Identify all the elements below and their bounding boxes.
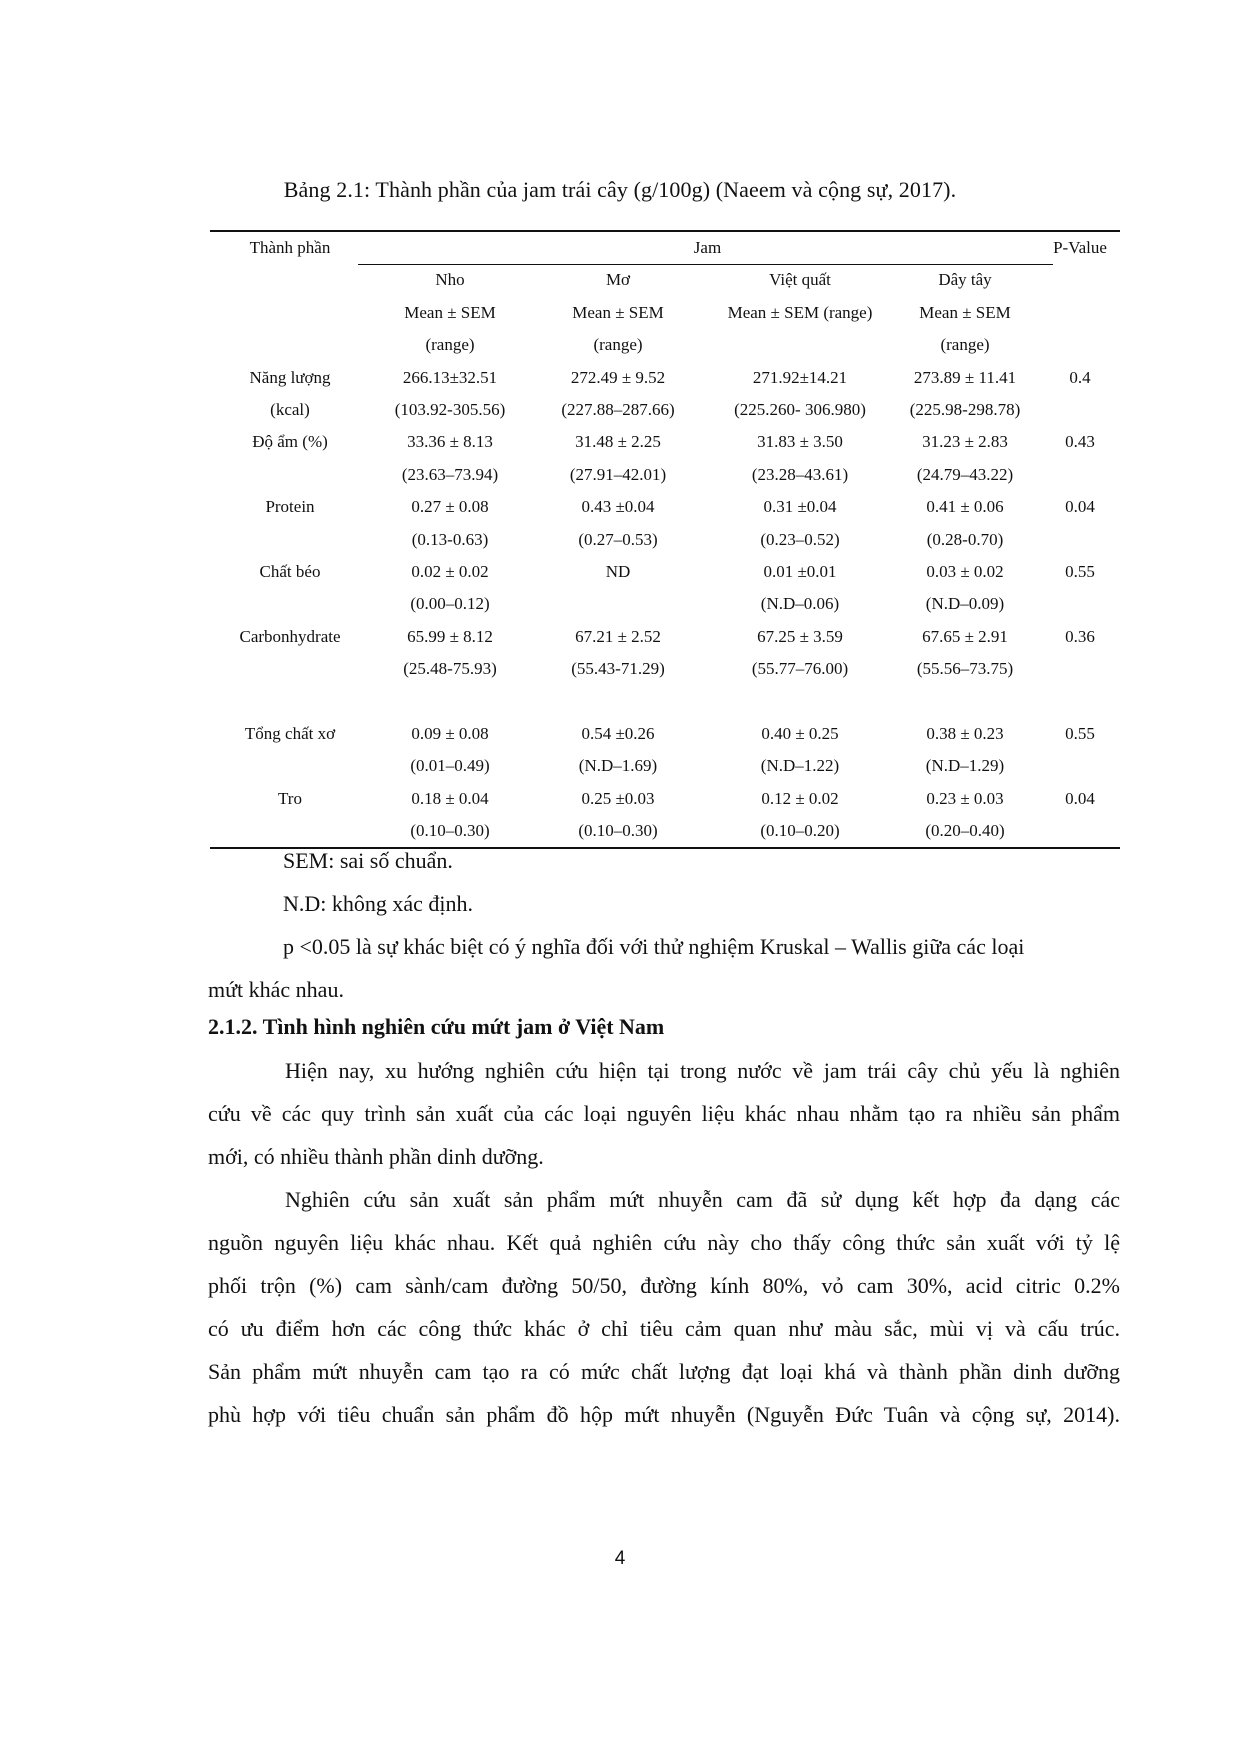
para1-line: mới, có nhiều thành phần dinh dưỡng. bbox=[208, 1144, 544, 1169]
table-cell: (24.79–43.22) bbox=[916, 464, 1014, 484]
para2-line: Sản phẩm mứt nhuyễn cam tạo ra có mức chất lượng đạt loại khá và thành phần dinh dưỡng bbox=[208, 1359, 1120, 1384]
para2-line: phối trộn (%) cam sành/cam đường 50/50, đường kính 80%, vỏ cam 30%, acid citric 0.2% bbox=[208, 1273, 1120, 1298]
table-cell: (227.88–287.66) bbox=[561, 399, 675, 419]
table-row bbox=[210, 621, 1120, 653]
table-cell: Mean ± SEM (range) bbox=[727, 302, 873, 322]
table-cell: (0.10–0.30) bbox=[578, 821, 658, 841]
table-cell: 0.18 ± 0.04 bbox=[411, 788, 489, 808]
table-cell: Mean ± SEM bbox=[572, 302, 664, 322]
table-cell: Carbonhydrate bbox=[239, 626, 341, 646]
table-cell: Tro bbox=[278, 788, 302, 808]
para2-line: có ưu điểm hơn các công thức khác ở chỉ tiêu cảm quan như màu sắc, mùi vị và cấu trúc. bbox=[208, 1316, 1120, 1341]
table-cell: (N.D–1.22) bbox=[760, 756, 840, 776]
table-row bbox=[210, 524, 1120, 556]
header-jam: Jam bbox=[693, 238, 722, 257]
header-pvalue: P-Value bbox=[1053, 238, 1107, 257]
table-cell: 273.89 ± 11.41 bbox=[913, 367, 1017, 387]
table-header-row bbox=[210, 232, 1120, 264]
table-row bbox=[210, 394, 1120, 426]
table-cell: 0.43 bbox=[1065, 432, 1095, 452]
table-body bbox=[210, 232, 1120, 847]
table-subheader-row bbox=[210, 297, 1120, 329]
table-cell: (0.13-0.63) bbox=[411, 529, 489, 549]
table-cell: 0.04 bbox=[1065, 497, 1095, 517]
table-cell: 33.36 ± 8.13 bbox=[407, 432, 493, 452]
table-cell: (N.D–0.06) bbox=[760, 594, 840, 614]
table-cell: 0.38 ± 0.23 bbox=[926, 723, 1004, 743]
table-cell: 0.03 ± 0.02 bbox=[926, 561, 1004, 581]
table-row bbox=[210, 556, 1120, 588]
table-cell: 31.23 ± 2.83 bbox=[922, 432, 1008, 452]
table-cell: Nho bbox=[435, 270, 465, 290]
table-cell: 0.02 ± 0.02 bbox=[411, 561, 489, 581]
table-cell: 0.41 ± 0.06 bbox=[926, 497, 1004, 517]
table-cell: 0.43 ±0.04 bbox=[581, 497, 655, 517]
table-cell: 0.12 ± 0.02 bbox=[761, 788, 839, 808]
table-caption: Bảng 2.1: Thành phần của jam trái cây (g/100g) (Naeem và cộng sự, 2017). bbox=[283, 177, 957, 202]
table-cell: 67.25 ± 3.59 bbox=[757, 626, 843, 646]
para1-line: cứu về các quy trình sản xuất của các loại nguyên liệu khác nhau nhằm tạo ra nhiều sản phẩm bbox=[208, 1101, 1120, 1126]
table-cell: Tổng chất xơ bbox=[244, 723, 336, 743]
table-cell: (225.98-298.78) bbox=[909, 399, 1021, 419]
para2-line: nguồn nguyên liệu khác nhau. Kết quả nghiên cứu này cho thấy công thức sản xuất với tỷ lệ bbox=[208, 1230, 1120, 1255]
table-cell: Độ ẩm (%) bbox=[252, 432, 328, 452]
table-cell: 0.04 bbox=[1065, 788, 1095, 808]
table-cell: (55.43-71.29) bbox=[571, 659, 665, 679]
para2-line: phù hợp với tiêu chuẩn sản phẩm đồ hộp mứt nhuyễn (Nguyễn Đức Tuân và cộng sự, 2014). bbox=[208, 1402, 1120, 1427]
table-cell: 31.48 ± 2.25 bbox=[575, 432, 661, 452]
table-cell: (103.92-305.56) bbox=[394, 399, 506, 419]
table-cell: (27.91–42.01) bbox=[569, 464, 667, 484]
table-cell: (55.77–76.00) bbox=[751, 659, 849, 679]
table-row bbox=[210, 653, 1120, 685]
para1-line: Hiện nay, xu hướng nghiên cứu hiện tại trong nước về jam trái cây chủ yếu là nghiên bbox=[285, 1058, 1120, 1083]
table-cell: (range) bbox=[425, 335, 475, 355]
table-cell: Việt quất bbox=[769, 270, 831, 290]
table-cell: 67.65 ± 2.91 bbox=[922, 626, 1008, 646]
table-cell: (55.56–73.75) bbox=[916, 659, 1014, 679]
table-row bbox=[210, 588, 1120, 620]
table-cell: 0.36 bbox=[1065, 626, 1095, 646]
table-row bbox=[210, 685, 1120, 717]
table-cell: (0.10–0.30) bbox=[410, 821, 490, 841]
table-cell: (25.48-75.93) bbox=[403, 659, 497, 679]
table-cell: (range) bbox=[593, 335, 643, 355]
table-cell: 272.49 ± 9.52 bbox=[570, 367, 666, 387]
table-cell: 0.23 ± 0.03 bbox=[926, 788, 1004, 808]
composition-table bbox=[210, 230, 1120, 849]
table-subheader-row bbox=[210, 329, 1120, 361]
table-cell: Mean ± SEM bbox=[404, 302, 496, 322]
table-cell: Dây tây bbox=[938, 270, 992, 290]
table-row bbox=[210, 718, 1120, 750]
note-nd: N.D: không xác định. bbox=[283, 891, 474, 916]
table-cell: (N.D–0.09) bbox=[925, 594, 1005, 614]
table-cell: 67.21 ± 2.52 bbox=[575, 626, 661, 646]
table-cell: 0.4 bbox=[1069, 367, 1091, 387]
section-heading: 2.1.2. Tình hình nghiên cứu mứt jam ở Việt Nam bbox=[208, 1014, 665, 1039]
table-cell: (0.20–0.40) bbox=[925, 821, 1005, 841]
table-cell: Mean ± SEM bbox=[919, 302, 1011, 322]
table-cell: 31.83 ± 3.50 bbox=[757, 432, 843, 452]
table-cell: 0.25 ±0.03 bbox=[581, 788, 655, 808]
table-cell: (0.01–0.49) bbox=[410, 756, 490, 776]
table-row bbox=[210, 362, 1120, 394]
table-row bbox=[210, 815, 1120, 847]
note-sem: SEM: sai số chuẩn. bbox=[283, 848, 453, 873]
table-cell: 0.40 ± 0.25 bbox=[761, 723, 839, 743]
table-cell: (kcal) bbox=[270, 399, 310, 419]
table-row bbox=[210, 426, 1120, 458]
table-cell: 0.54 ±0.26 bbox=[581, 723, 655, 743]
table-cell: 0.55 bbox=[1065, 723, 1095, 743]
note-p-line2: mứt khác nhau. bbox=[208, 977, 344, 1002]
table-row bbox=[210, 750, 1120, 782]
table-cell: (0.27–0.53) bbox=[578, 529, 658, 549]
table-cell: Protein bbox=[265, 497, 315, 517]
table-cell: 0.55 bbox=[1065, 561, 1095, 581]
table-subheader-row bbox=[210, 264, 1120, 296]
table-cell: (23.28–43.61) bbox=[751, 464, 849, 484]
table-cell: (N.D–1.29) bbox=[925, 756, 1005, 776]
header-component: Thành phần bbox=[249, 238, 331, 257]
table-cell: Mơ bbox=[605, 270, 631, 290]
table-cell: (0.23–0.52) bbox=[760, 529, 840, 549]
table-row bbox=[210, 459, 1120, 491]
table-cell: (225.260- 306.980) bbox=[734, 399, 866, 419]
table-cell: 65.99 ± 8.12 bbox=[407, 626, 493, 646]
table-cell: 0.31 ±0.04 bbox=[763, 497, 837, 517]
table-cell: 0.09 ± 0.08 bbox=[411, 723, 489, 743]
table-cell: (range) bbox=[940, 335, 990, 355]
note-p-line1: p <0.05 là sự khác biệt có ý nghĩa đối với thử nghiệm Kruskal – Wallis giữa các loại bbox=[283, 934, 1025, 959]
table-cell: (N.D–1.69) bbox=[578, 756, 658, 776]
table-cell: (0.00–0.12) bbox=[410, 594, 490, 614]
table-cell: (0.10–0.20) bbox=[760, 821, 840, 841]
table-cell: Chất béo bbox=[259, 561, 321, 581]
table-cell: 271.92±14.21 bbox=[752, 367, 848, 387]
para2-line: Nghiên cứu sản xuất sản phẩm mứt nhuyễn cam đã sử dụng kết hợp đa dạng các bbox=[285, 1187, 1120, 1212]
table-cell: (23.63–73.94) bbox=[401, 464, 499, 484]
table-cell: (0.28-0.70) bbox=[926, 529, 1004, 549]
table-row bbox=[210, 491, 1120, 523]
table-row bbox=[210, 783, 1120, 815]
table-cell: 266.13±32.51 bbox=[402, 367, 498, 387]
table-cell: 0.01 ±0.01 bbox=[763, 561, 837, 581]
page-number: 4 bbox=[614, 1548, 626, 1569]
table-cell: Năng lượng bbox=[249, 367, 331, 387]
table-cell: 0.27 ± 0.08 bbox=[411, 497, 489, 517]
table-cell: ND bbox=[605, 561, 631, 581]
